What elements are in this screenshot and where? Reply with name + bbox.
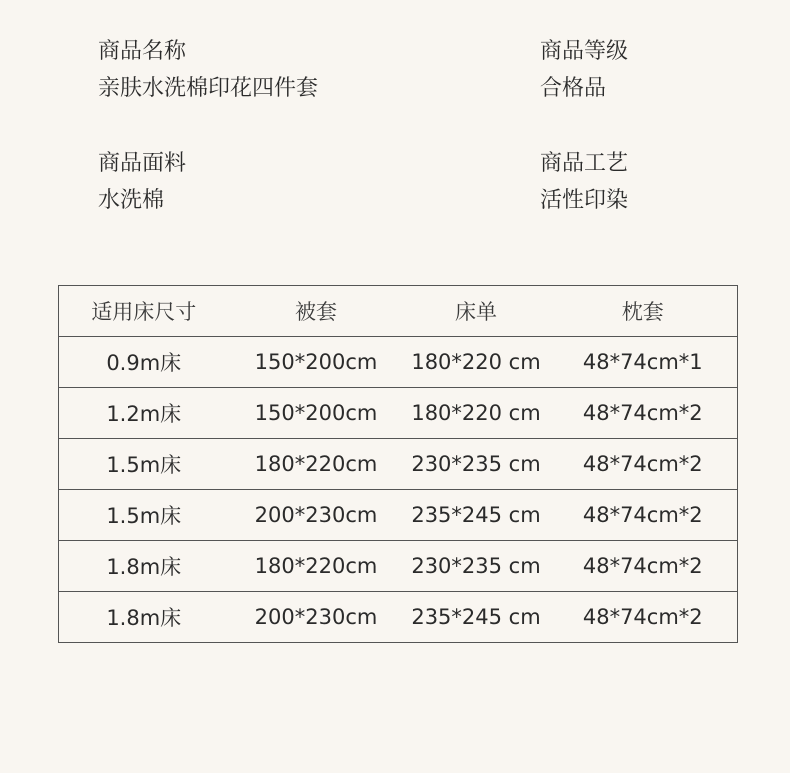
cell-duvet-cover: 150*200cm [229,388,404,439]
table-header-row [59,286,738,337]
cell-bed-size: 1.8m床 [59,541,229,592]
header-duvet-cover: 被套 [229,286,404,337]
cell-duvet-cover: 180*220cm [229,541,404,592]
cell-bed-size: 0.9m床 [59,337,229,388]
spec-label: 商品等级 [540,39,629,64]
cell-bed-sheet: 235*245 cm [404,592,549,643]
header-bed-sheet: 床单 [404,286,549,337]
table-row [59,388,738,439]
cell-bed-sheet: 235*245 cm [404,490,549,541]
cell-pillowcase: 48*74cm*2 [549,439,738,490]
cell-duvet-cover: 180*220cm [229,439,404,490]
cell-bed-size: 1.5m床 [59,439,229,490]
spec-product-craft [540,150,628,215]
cell-duvet-cover: 200*230cm [229,592,404,643]
cell-pillowcase: 48*74cm*1 [549,337,738,388]
header-bed-size: 适用床尺寸 [59,286,229,337]
table-row [59,592,738,643]
spec-value: 合格品 [540,76,607,101]
spec-product-fabric [98,150,186,215]
cell-bed-size: 1.2m床 [59,388,229,439]
table-row [59,541,738,592]
spec-product-grade [540,38,628,103]
spec-label: 商品名称 [98,39,187,64]
table-row [59,490,738,541]
cell-bed-sheet: 230*235 cm [404,439,549,490]
header-pillowcase: 枕套 [549,286,738,337]
cell-bed-sheet: 180*220 cm [404,337,549,388]
table-row [59,337,738,388]
table-row [59,439,738,490]
spec-label: 商品面料 [98,151,187,176]
cell-duvet-cover: 150*200cm [229,337,404,388]
spec-value: 活性印染 [540,188,629,213]
cell-pillowcase: 48*74cm*2 [549,388,738,439]
cell-bed-sheet: 230*235 cm [404,541,549,592]
spec-product-name [98,38,318,103]
cell-pillowcase: 48*74cm*2 [549,541,738,592]
cell-pillowcase: 48*74cm*2 [549,490,738,541]
size-table [58,285,738,643]
spec-value: 亲肤水洗棉印花四件套 [98,76,319,101]
cell-bed-size: 1.8m床 [59,592,229,643]
spec-label: 商品工艺 [540,151,629,176]
cell-bed-sheet: 180*220 cm [404,388,549,439]
spec-value: 水洗棉 [98,188,165,213]
cell-pillowcase: 48*74cm*2 [549,592,738,643]
cell-bed-size: 1.5m床 [59,490,229,541]
cell-duvet-cover: 200*230cm [229,490,404,541]
